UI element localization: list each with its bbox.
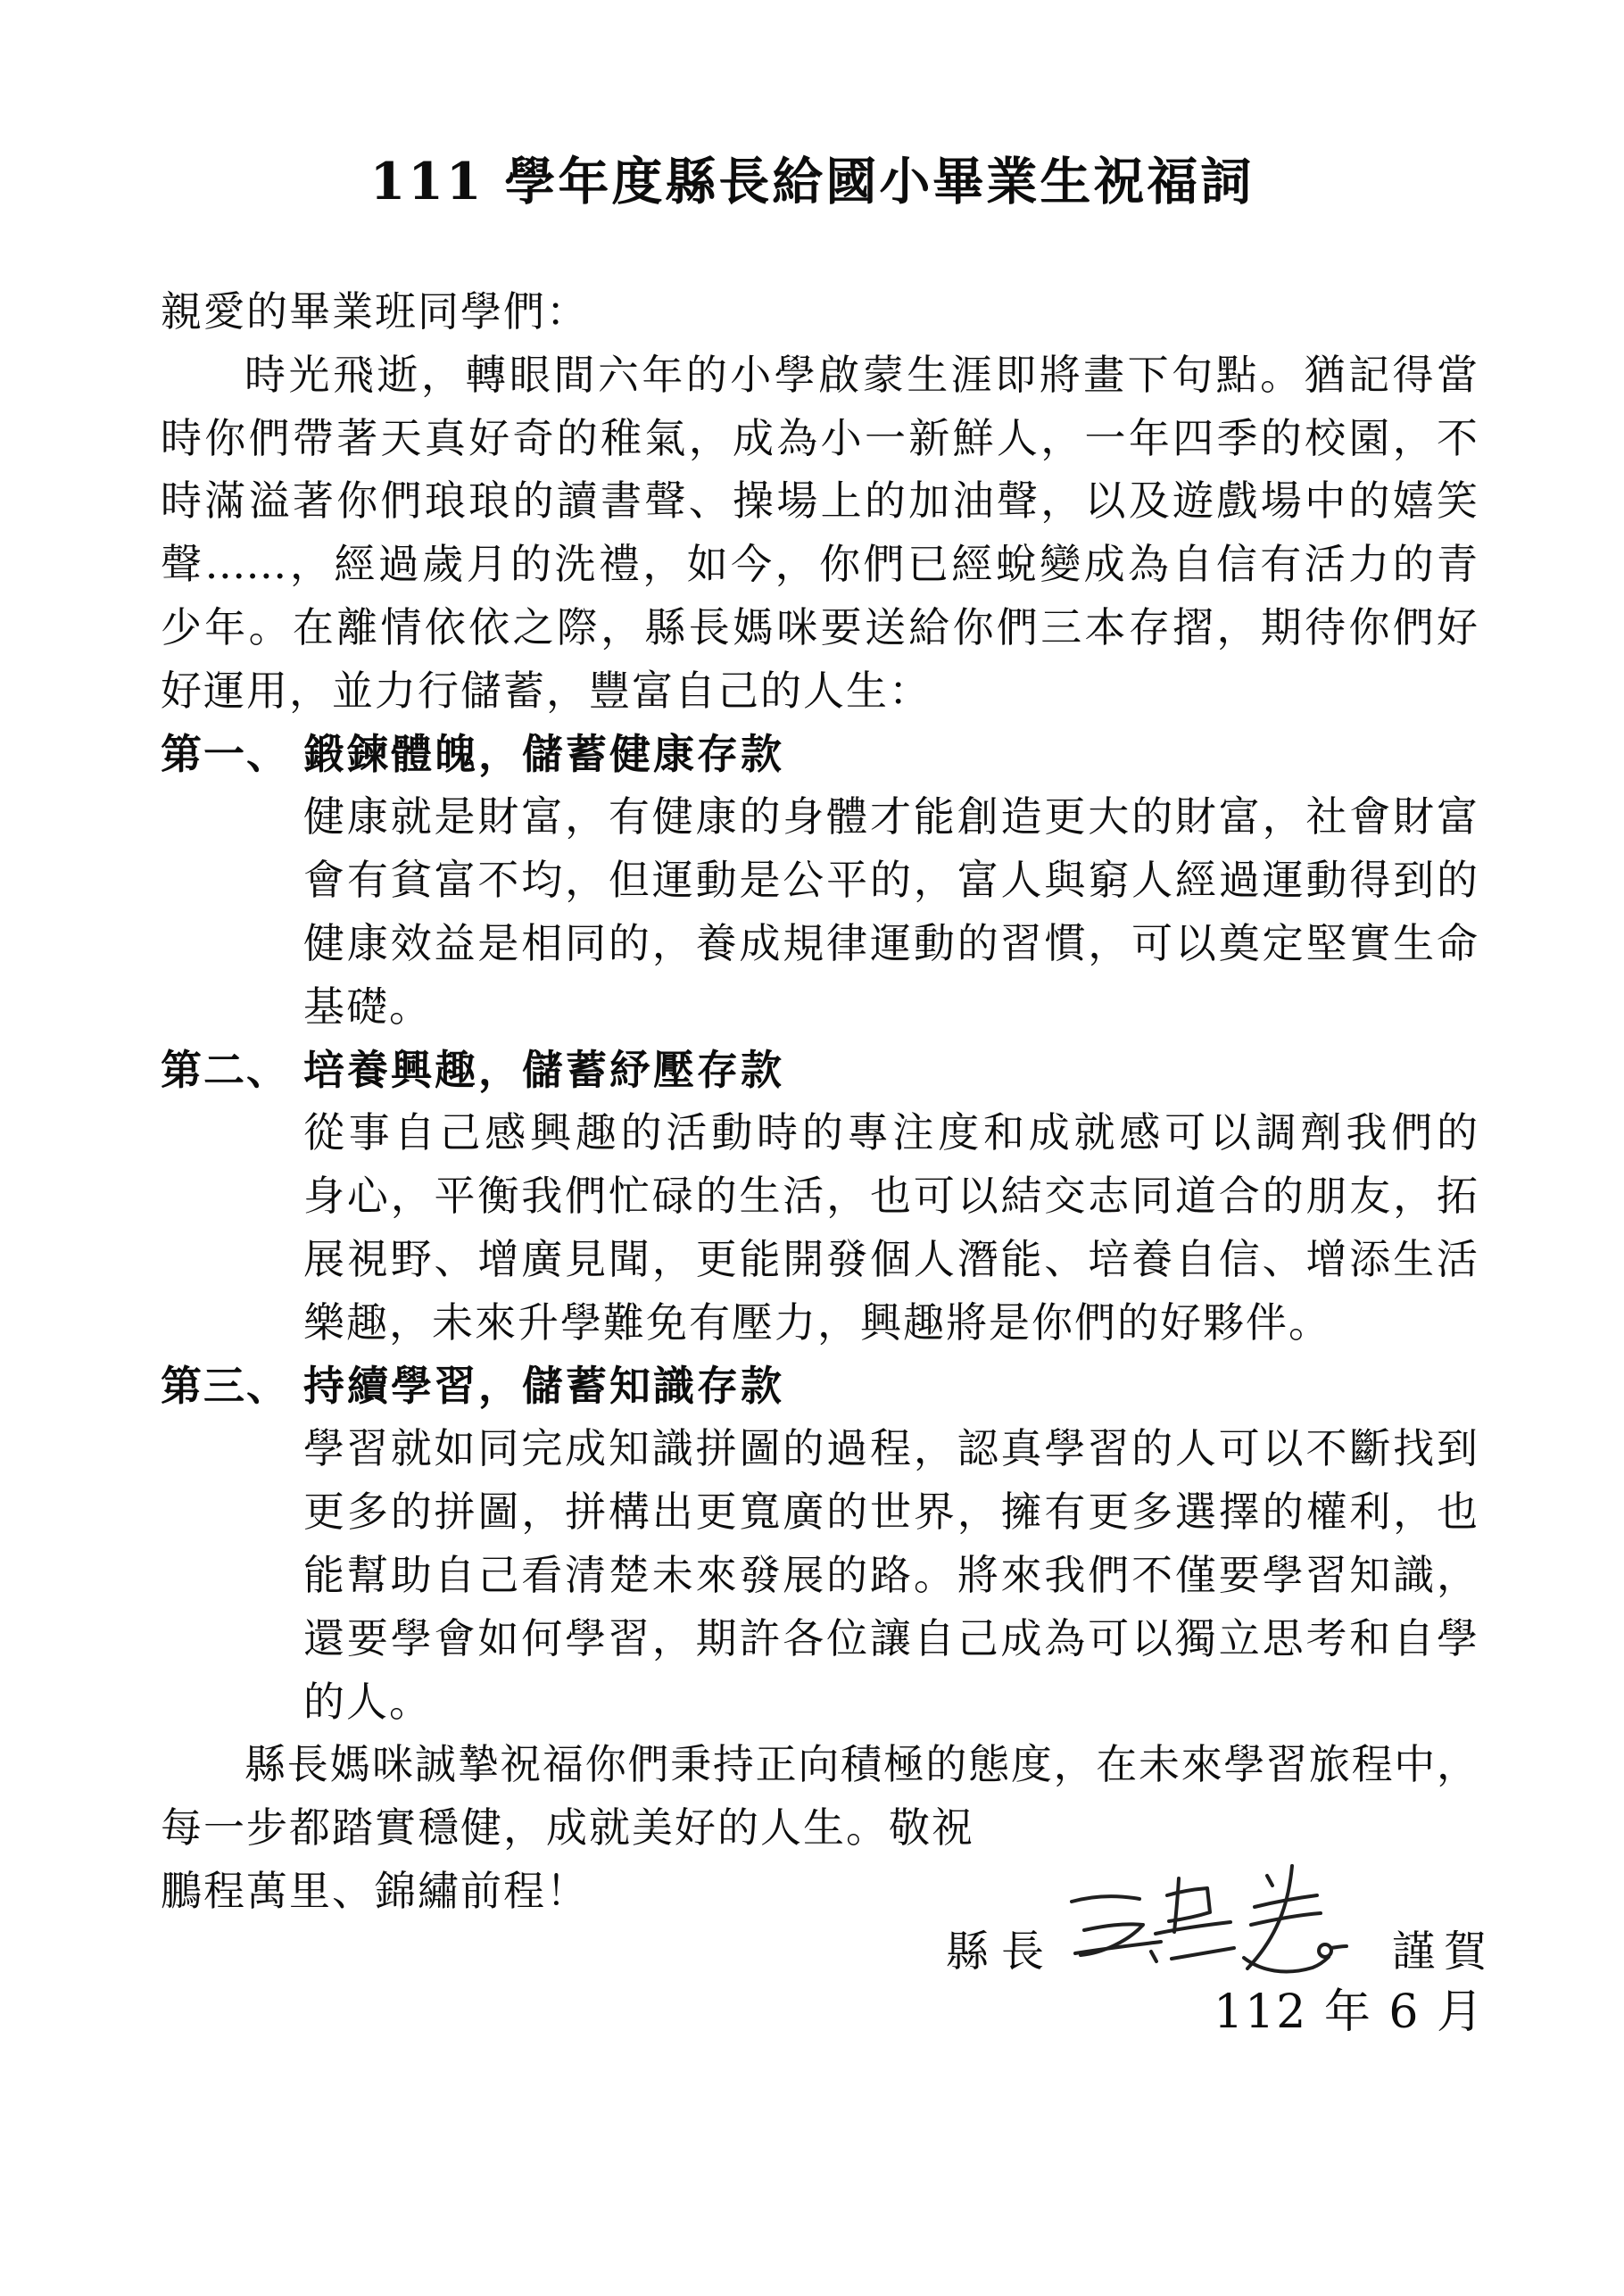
text-line: 時滿溢著你們琅琅的讀書聲、操場上的加油聲，以及遊戲場中的嬉笑	[161, 477, 1478, 526]
text-line: 能幫助自己看清楚未來發展的路。將來我們不僅要學習知識，	[303, 1550, 1478, 1599]
text-line: 的人。	[303, 1677, 432, 1726]
text-line: 展視野、增廣見聞，更能開發個人潛能、培養自信、增添生活	[303, 1234, 1478, 1283]
text-line: 基礎。	[303, 982, 432, 1031]
text-line: 還要學會如何學習，期許各位讓自己成為可以獨立思考和自學	[303, 1613, 1478, 1662]
text-line: 身心，平衡我們忙碌的生活，也可以結交志同道合的朋友，拓	[303, 1172, 1478, 1221]
text-line: 聲……，經過歲月的洗禮，如今，你們已經蛻變成為自信有活力的青	[161, 540, 1478, 589]
section-number: 第一、	[161, 729, 289, 778]
document-title: 111 學年度縣長給國小畢業生祝福詞	[369, 152, 1255, 211]
section-heading	[161, 1039, 1478, 1102]
section-title: 持續學習，儲蓄知識存款	[303, 1361, 784, 1410]
section-heading	[161, 1355, 1478, 1418]
text-line: 時你們帶著天真好奇的稚氣，成為小一新鮮人，一年四季的校園，不	[161, 413, 1478, 462]
text-line: 少年。在離情依依之際，縣長媽咪要送給你們三本存摺，期待你們好	[161, 602, 1478, 651]
text-line: 好運用，並力行儲蓄，豐富自己的人生：	[161, 666, 932, 715]
section-heading	[161, 723, 1478, 786]
section-number: 第二、	[161, 1045, 289, 1094]
document-body	[161, 280, 1478, 1923]
text-line: 縣長媽咪誠摯祝福你們秉持正向積極的態度，在未來學習旅程中，	[244, 1740, 1478, 1789]
text-line: 樂趣，未來升學難免有壓力，興趣將是你們的好夥伴。	[303, 1297, 1331, 1347]
text-line: 親愛的畢業班同學們：	[161, 287, 589, 336]
section-number: 第三、	[161, 1361, 289, 1410]
section-title: 培養興趣，儲蓄紓壓存款	[303, 1045, 784, 1094]
text-line: 每一步都踏實穩健，成就美好的人生。敬祝	[161, 1803, 974, 1853]
text-line: 鵬程萬里、錦繡前程！	[161, 1866, 589, 1915]
text-line: 學習就如同完成知識拼圖的過程，認真學習的人可以不斷找到	[303, 1424, 1478, 1473]
document-date: 112 年 6 月	[1214, 1985, 1485, 2039]
signature-role-label: 縣長	[946, 1927, 1057, 1977]
text-line: 從事自己感興趣的活動時的專注度和成就感可以調劑我們的	[303, 1108, 1478, 1157]
text-line: 健康就是財富，有健康的身體才能創造更大的財富，社會財富	[303, 792, 1478, 841]
text-line: 時光飛逝，轉眼間六年的小學啟蒙生涯即將畫下句點。猶記得當	[244, 350, 1478, 399]
text-line: 會有貧富不均，但運動是公平的，富人與窮人經過運動得到的	[303, 856, 1478, 905]
section-title: 鍛鍊體魄，儲蓄健康存款	[303, 729, 784, 778]
text-line: 更多的拼圖，拼構出更寬廣的世界，擁有更多選擇的權利，也	[303, 1488, 1478, 1537]
signature-suffix: 謹賀	[1392, 1927, 1496, 1977]
handwritten-signature	[1065, 1859, 1352, 1985]
text-line: 健康效益是相同的，養成規律運動的習慣，可以奠定堅實生命	[303, 918, 1478, 967]
